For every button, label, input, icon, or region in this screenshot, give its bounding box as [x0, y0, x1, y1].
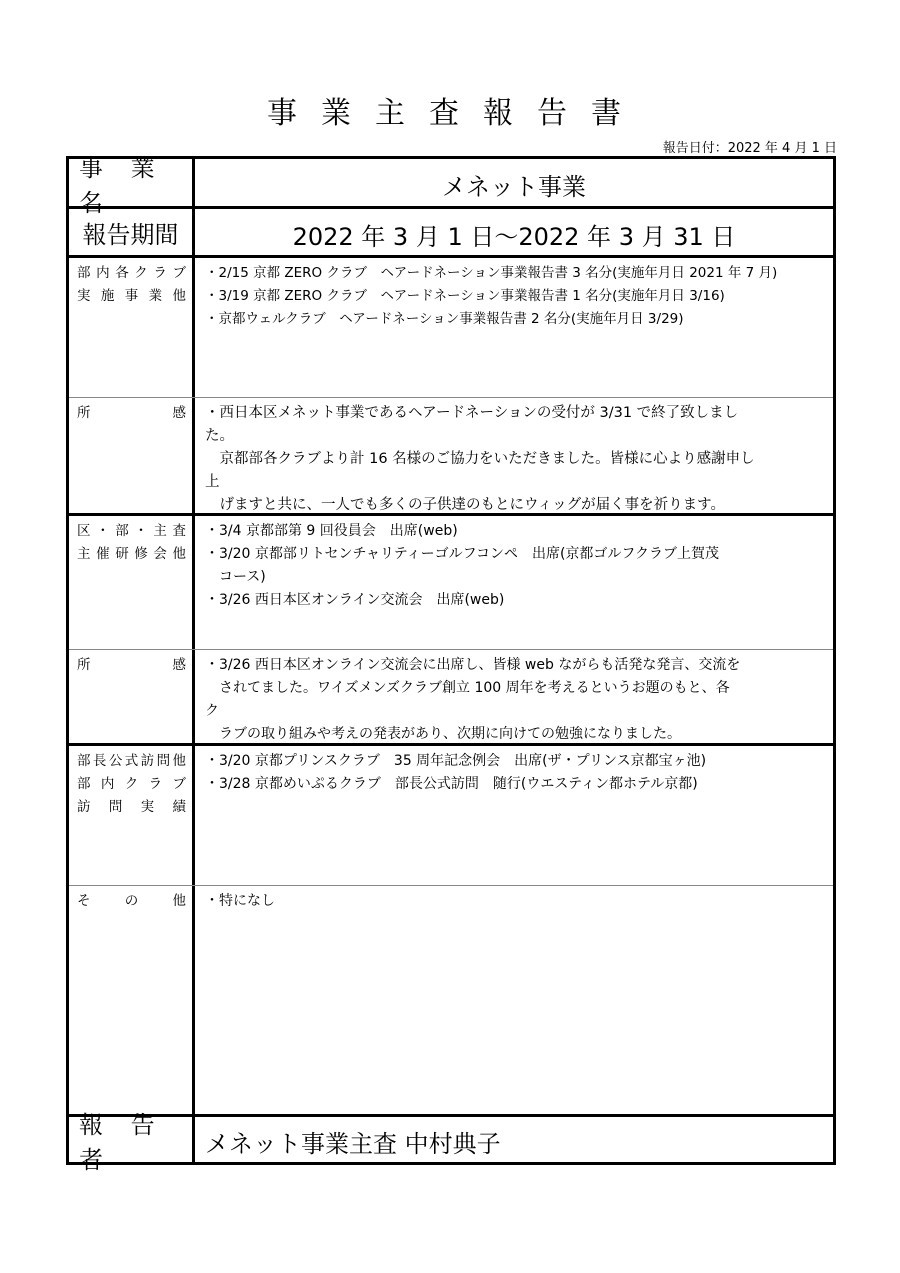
label-line: 主催研修会他	[77, 546, 186, 562]
list-item: ク	[205, 703, 219, 719]
list-item: コース)	[205, 569, 266, 585]
content-impression-2	[195, 650, 833, 743]
content-seminars	[195, 516, 833, 649]
list-item: ・西日本区メネット事業であるヘアードネーションの受付が 3/31 で終了致しまし	[205, 405, 739, 421]
page-title: 事業主査報告書	[267, 96, 645, 131]
row-other	[69, 886, 833, 1117]
label-seminars	[69, 516, 195, 649]
list-item: ・3/28 京都めいぷるクラブ 部長公式訪問 随行(ウエスティン都ホテル京都)	[205, 776, 698, 792]
row-visits	[69, 746, 833, 886]
row-seminars	[69, 516, 833, 650]
label-other	[69, 886, 195, 1114]
list-item: げますと共に、一人でも多くの子供達のもとにウィッグが届く事を祈ります。	[205, 497, 725, 513]
list-item: 上	[205, 474, 220, 490]
list-item: ・2/15 京都 ZERO クラブ ヘアードネーション事業報告書 3 名分(実施年月日 2021 年 7 月)	[205, 265, 778, 281]
label-line: の	[124, 893, 139, 909]
label-line: 部長公式訪問他	[77, 753, 186, 769]
label-line: 実施事業他	[77, 288, 186, 304]
list-item: ・3/4 京都部第 9 回役員会 出席(web)	[205, 523, 458, 539]
content-visits	[195, 746, 833, 885]
report-date: 報告日付：2022 年 4 月 1 日	[662, 141, 837, 156]
list-item: ・3/26 西日本区オンライン交流会 出席(web)	[205, 592, 505, 608]
list-item: た。	[205, 428, 234, 444]
report-table	[66, 153, 836, 1174]
row-club-activities	[69, 258, 833, 398]
label-line: 感	[172, 405, 186, 421]
list-item: ・3/19 京都 ZERO クラブ ヘアードネーション事業報告書 1 名分(実施年月日 3/16)	[205, 288, 725, 304]
list-item: ・京都ウェルクラブ ヘアードネーション事業報告書 2 名分(実施年月日 3/29)	[205, 311, 684, 327]
label-line: 部内クラブ	[77, 776, 186, 792]
content-other	[195, 886, 833, 1114]
label-reporter: 報 告 者	[69, 1117, 195, 1162]
list-item: ・3/26 西日本区オンライン交流会に出席し、皆様 web ながらも活発な発言、交流を	[205, 657, 741, 673]
row-reporter	[69, 1110, 833, 1174]
label-business-name: 事 業 名	[69, 159, 195, 206]
list-item: ・3/20 京都プリンスクラブ 35 周年記念例会 出席(ザ・プリンス京都宝ヶ池)	[205, 753, 707, 769]
label-line: 部内各クラブ	[77, 265, 186, 281]
label-line: 所	[77, 657, 91, 673]
list-item: ・3/20 京都部リトセンチャリティーゴルフコンペ 出席(京都ゴルフクラブ上賀茂	[205, 546, 719, 562]
list-item: されてました。ワイズメンズクラブ創立 100 周年を考えるというお題のもと、各	[205, 680, 730, 696]
label-visits	[69, 746, 195, 885]
label-line: 他	[172, 893, 186, 909]
row-business-name	[69, 153, 833, 217]
row-period	[69, 209, 833, 258]
list-item: 京都部各クラブより計 16 名様のご協力をいただきました。皆様に心より感謝申し	[205, 451, 755, 467]
content-club-activities	[195, 258, 833, 397]
label-line: 区・部・主査	[77, 523, 186, 539]
label-period: 報告期間	[69, 209, 195, 255]
list-item: ・特になし	[205, 893, 275, 909]
label-club-activities	[69, 258, 195, 397]
row-impression-2	[69, 650, 833, 746]
content-impression-1	[195, 398, 833, 513]
label-line: 訪問実績	[77, 799, 186, 815]
value-period: 2022 年 3 月 1 日～2022 年 3 月 31 日	[292, 222, 736, 251]
value-reporter: メネット事業主査 中村典子	[205, 1130, 501, 1158]
row-impression-1	[69, 398, 833, 516]
label-impression-2	[69, 650, 195, 743]
label-impression-1	[69, 398, 195, 513]
value-business-name: メネット事業	[442, 173, 586, 201]
label-line: そ	[77, 893, 91, 909]
label-line: 所	[77, 405, 91, 421]
label-line: 感	[172, 657, 186, 673]
list-item: ラブの取り組みや考えの発表があり、次期に向けての勉強になりました。	[205, 726, 681, 742]
